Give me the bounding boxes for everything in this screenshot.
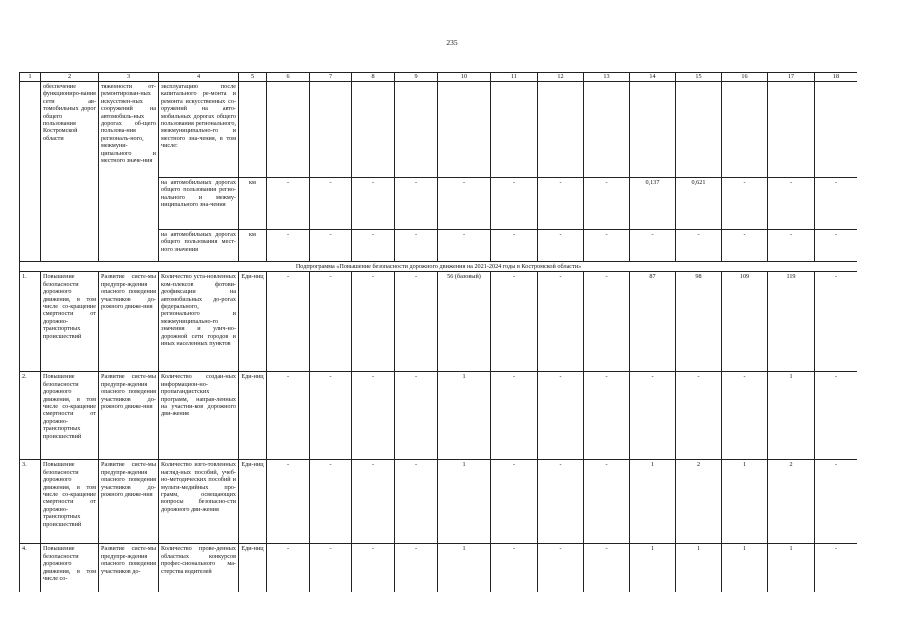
cell-value: 87 (630, 272, 676, 372)
cell-value (722, 82, 768, 178)
cell-value: - (538, 178, 584, 230)
cell-value (352, 82, 395, 178)
cell-task: Развитие систе-мы предупре-ждения опасного поведения участников до-рожного движе-ния (99, 460, 159, 544)
cell-goal: Повышение безопасности дорожного движения, в том числе со-кращение смертности от дорожно-транспортных происшествий (41, 460, 99, 544)
cell-value: - (395, 460, 438, 544)
cell-value: - (722, 230, 768, 262)
cell-value: 1 (676, 544, 722, 592)
cell-value (584, 82, 630, 178)
subprogram-row (20, 262, 858, 272)
cell-value: - (438, 178, 491, 230)
cell-number: 4. (20, 544, 41, 592)
column-header-14: 14 (630, 73, 676, 82)
cell-value: - (352, 178, 395, 230)
cell-value: 0,137 (630, 178, 676, 230)
cell-number: 1. (20, 272, 41, 372)
cell-value: - (267, 272, 310, 372)
cell-value: - (267, 460, 310, 544)
cell-value: - (815, 230, 858, 262)
cell-value (267, 82, 310, 178)
cell-value (676, 82, 722, 178)
cell-goal: Повышение безопасности дорожного движения, в том числе со-кращение смертности от дорожно-транспортных происшествий (41, 372, 99, 460)
cell-value: - (395, 272, 438, 372)
cell-value: - (267, 178, 310, 230)
cell-value: - (491, 178, 538, 230)
cell-value: Еди-ниц (239, 372, 267, 460)
column-header-13: 13 (584, 73, 630, 82)
cell-value: км (239, 178, 267, 230)
cell-value: - (352, 272, 395, 372)
cell-value: - (310, 178, 352, 230)
table-row (20, 544, 858, 592)
cell-goal: Повышение безопасности дорожного движения, в том числе со-кращение смертности от дорожно-транспортных происшествий (41, 272, 99, 372)
cell-indicator: Количество уста-новленных ком-плексов фотови-деофиксации на автомобильных до-рогах федерального, регионального и межмуниципально-го значения и улич-но-дорожной сети городов и иных населенных пунктов (159, 272, 239, 372)
cell-task: тяженности от-ремонтирован-ных искусствен-ных сооружений на автомобиль-ных дорогах об-щего пользова-ния регионалъ-ного, межмуни-ципального и местного значе-ния (99, 82, 159, 262)
cell-value: - (352, 544, 395, 592)
cell-value: - (676, 372, 722, 460)
cell-indicator: Количество прове-денных областных конкурсов профес-сионального ма-стерства водителей (159, 544, 239, 592)
cell-value: - (491, 372, 538, 460)
column-header-9: 9 (395, 73, 438, 82)
cell-indicator: Количество изго-товленных нагляд-ных пособий, учеб-но-методических пособий и мульти-медийных про-грамм, освещающих вопросы безопасно-сти дорожного дви-жения (159, 460, 239, 544)
cell-number: 3. (20, 460, 41, 544)
cell-goal: Повышение безопасности дорожного движения, в том числе со- (41, 544, 99, 592)
cell-goal: обеспечение функциониро-вания сети ав-томобильных дорог общего пользования Костромской области (41, 82, 99, 262)
cell-value: - (815, 460, 858, 544)
column-header-3: 3 (99, 73, 159, 82)
cell-value: - (584, 272, 630, 372)
column-header-4: 4 (159, 73, 239, 82)
column-header-8: 8 (352, 73, 395, 82)
cell-value: - (584, 544, 630, 592)
cell-value (630, 82, 676, 178)
cell-value (491, 82, 538, 178)
cell-value: 1 (768, 544, 815, 592)
cell-value: - (815, 178, 858, 230)
cell-value: 1 (438, 460, 491, 544)
column-header-5: 5 (239, 73, 267, 82)
cell-value: - (538, 372, 584, 460)
cell-task: Развитие систе-мы предупре-ждения опасного поведения участников до-рожного движе-ния (99, 272, 159, 372)
cell-value: - (352, 460, 395, 544)
cell-value: - (584, 230, 630, 262)
cell-value: - (310, 544, 352, 592)
table-row (20, 372, 858, 460)
cell-value: - (310, 460, 352, 544)
cell-indicator: на автомобильных дорогах общего пользования мест-ного значения (159, 230, 239, 262)
cell-value (239, 82, 267, 178)
cell-value: - (267, 230, 310, 262)
table-row (20, 272, 858, 372)
cell-value: - (815, 372, 858, 460)
cell-value: - (538, 460, 584, 544)
cell-value: - (310, 272, 352, 372)
cell-value: - (538, 544, 584, 592)
column-header-18: 18 (815, 73, 858, 82)
cell-value: 1 (768, 372, 815, 460)
column-header-15: 15 (676, 73, 722, 82)
cell-value: - (491, 544, 538, 592)
cell-value: Еди-ниц (239, 272, 267, 372)
cell-value: - (395, 372, 438, 460)
cell-value: 98 (676, 272, 722, 372)
cell-value: - (815, 272, 858, 372)
cell-value: - (630, 372, 676, 460)
cell-value: 1 (630, 544, 676, 592)
cell-value: 109 (722, 272, 768, 372)
cell-value: 2 (676, 460, 722, 544)
continuation-row (20, 82, 858, 178)
cell-value (395, 82, 438, 178)
cell-value: 1 (722, 460, 768, 544)
column-header-2: 2 (41, 73, 99, 82)
cell-value: 119 (768, 272, 815, 372)
cell-value: 56 (базовый) (438, 272, 491, 372)
cell-value: км (239, 230, 267, 262)
cell-value: 0,621 (676, 178, 722, 230)
cell-indicator: Количество создан-ных информацион-но-пропагандистских программ, направ-ленных на участни-ков дорожного дви-жения (159, 372, 239, 460)
cell-value: 2 (768, 460, 815, 544)
cell-value: 1 (630, 460, 676, 544)
cell-value: - (395, 178, 438, 230)
cell-indicator: эксплуатацию после капитального ре-монта и ремонта искусственных со-оружений на авто-мобильных дорогах общего пользования регионального, межмуниципально-го и местного зна-чения, в том числе: (159, 82, 239, 178)
cell-value: - (267, 544, 310, 592)
column-header-11: 11 (491, 73, 538, 82)
cell-value (815, 82, 858, 178)
cell-number: 2. (20, 372, 41, 460)
cell-value: - (722, 372, 768, 460)
cell-value: 1 (722, 544, 768, 592)
indicators-table (19, 72, 857, 592)
cell-value: - (630, 230, 676, 262)
cell-value: Еди-ниц (239, 460, 267, 544)
cell-value (768, 82, 815, 178)
cell-value: - (584, 460, 630, 544)
column-header-10: 10 (438, 73, 491, 82)
cell-value: - (538, 230, 584, 262)
cell-value: - (352, 372, 395, 460)
cell-value: - (352, 230, 395, 262)
cell-value: - (815, 544, 858, 592)
cell-value: - (538, 272, 584, 372)
cell-number (20, 82, 41, 262)
cell-value: - (722, 178, 768, 230)
cell-value: - (395, 544, 438, 592)
table-row (20, 460, 858, 544)
cell-task: Развитие систе-мы предупре-ждения опасного поведения участников до- (99, 544, 159, 592)
column-header-17: 17 (768, 73, 815, 82)
cell-value (310, 82, 352, 178)
cell-value: 1 (438, 372, 491, 460)
cell-value: - (584, 178, 630, 230)
cell-value: - (676, 230, 722, 262)
cell-value: - (395, 230, 438, 262)
cell-value: 1 (438, 544, 491, 592)
cell-value: - (438, 230, 491, 262)
cell-value (438, 82, 491, 178)
cell-value: - (310, 372, 352, 460)
cell-value: Еди-ниц (239, 544, 267, 592)
column-header-1: 1 (20, 73, 41, 82)
cell-value (538, 82, 584, 178)
header-row (20, 73, 858, 82)
cell-value: - (491, 460, 538, 544)
cell-value: - (491, 272, 538, 372)
cell-value: - (768, 230, 815, 262)
column-header-7: 7 (310, 73, 352, 82)
cell-value: - (491, 230, 538, 262)
column-header-16: 16 (722, 73, 768, 82)
column-header-12: 12 (538, 73, 584, 82)
subprogram-title: Подпрограмма «Повышение безопасности дорожного движения на 2021-2024 годы в Костромской области» (20, 262, 858, 272)
page-number: 235 (446, 38, 458, 47)
cell-value: - (310, 230, 352, 262)
table-container (19, 72, 857, 592)
cell-indicator: на автомобильных дорогах общего пользования регио-нального и межму-ниципального зна-чения (159, 178, 239, 230)
cell-task: Развитие систе-мы предупре-ждения опасного поведения участников до-рожного движе-ния (99, 372, 159, 460)
column-header-6: 6 (267, 73, 310, 82)
cell-value: - (584, 372, 630, 460)
cell-value: - (768, 178, 815, 230)
cell-value: - (267, 372, 310, 460)
